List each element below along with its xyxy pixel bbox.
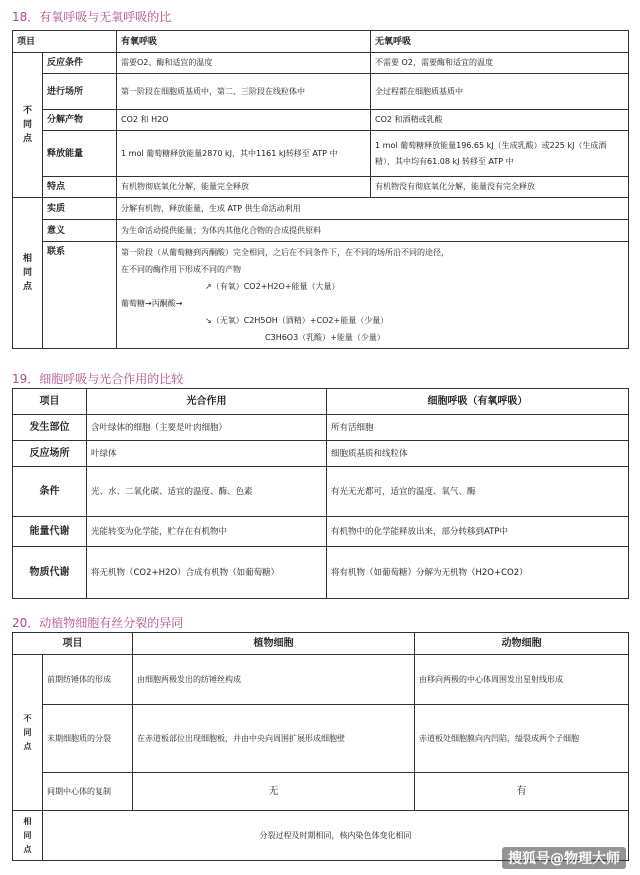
cell-aerobic: 需要O2、酶和适宜的温度 xyxy=(117,53,371,74)
header-photosynthesis: 光合作用 xyxy=(87,389,327,415)
cell-aerobic: 第一阶段在细胞质基质中，第二、三阶段在线粒体中 xyxy=(117,74,371,110)
row-key: 释放能量 xyxy=(43,131,117,177)
table-aerobic-anaerobic xyxy=(12,30,629,349)
row-key: 能量代谢 xyxy=(13,517,87,547)
link-line: 葡萄糖→丙酮酸→ xyxy=(121,299,183,308)
row-key: 特点 xyxy=(43,177,117,198)
cell-respiration: 所有活细胞 xyxy=(327,415,629,441)
cell-animal: 赤道板处细胞膜向内凹陷，缢裂成两个子细胞 xyxy=(415,705,629,773)
cell-anaerobic: 有机物没有彻底氧化分解，能量没有完全释放 xyxy=(371,177,629,198)
group-same: 相 同 点 xyxy=(13,811,43,861)
cell-photosynthesis: 含叶绿体的细胞（主要是叶肉细胞） xyxy=(87,415,327,441)
section-20-title: 20．动植物细胞有丝分裂的异同 xyxy=(12,616,184,630)
header-item: 项目 xyxy=(13,31,117,53)
row-key-link: 联系 xyxy=(43,242,117,349)
cell-photosynthesis: 光、水、二氧化碳、适宜的温度、酶、色素 xyxy=(87,467,327,517)
cell-anaerobic: 全过程都在细胞质基质中 xyxy=(371,74,629,110)
row-key: 实质 xyxy=(43,198,117,220)
cell-animal: 由移向两极的中心体周围发出星射线形成 xyxy=(415,655,629,705)
cell-same: 分解有机物，释放能量，生成 ATP 供生命活动利用 xyxy=(117,198,629,220)
header-aerobic: 有氧呼吸 xyxy=(117,31,371,53)
row-key: 间期中心体的复制 xyxy=(43,773,133,811)
cell-anaerobic: 不需要 O2，需要酶和适宜的温度 xyxy=(371,53,629,74)
row-key: 意义 xyxy=(43,220,117,242)
cell-plant: 无 xyxy=(133,773,415,811)
cell-photosynthesis: 叶绿体 xyxy=(87,441,327,467)
header-anaerobic: 无氧呼吸 xyxy=(371,31,629,53)
cell-same: 分裂过程及时期相同，核内染色体变化相同 xyxy=(43,811,629,861)
cell-anaerobic: 1 mol 葡萄糖释放能量196.65 kJ（生成乳酸）或225 kJ（生成酒精），其中均有61.08 kJ 转移至 ATP 中 xyxy=(371,131,629,177)
row-key: 分解产物 xyxy=(43,110,117,131)
row-key: 条件 xyxy=(13,467,87,517)
cell-anaerobic: CO2 和酒精或乳酸 xyxy=(371,110,629,131)
group-same: 相 同 点 xyxy=(13,198,43,349)
cell-plant: 由细胞两极发出的纺锤丝构成 xyxy=(133,655,415,705)
watermark: 搜狐号@物理大师 xyxy=(502,847,626,869)
row-key: 反应场所 xyxy=(13,441,87,467)
cell-same: 为生命活动提供能量；为体内其他化合物的合成提供原料 xyxy=(117,220,629,242)
cell-animal: 有 xyxy=(415,773,629,811)
cell-respiration: 有光无光都可，适宜的温度、氧气、酶 xyxy=(327,467,629,517)
cell-aerobic: 1 mol 葡萄糖释放能量2870 kJ，其中1161 kJ转移至 ATP 中 xyxy=(117,131,371,177)
cell-aerobic: 有机物彻底氧化分解，能量完全释放 xyxy=(117,177,371,198)
link-line: ↗（有氧）CO2+H2O+能量（大量） xyxy=(205,282,340,291)
cell-link xyxy=(117,242,629,349)
table-mitosis-plant-animal xyxy=(12,632,629,861)
row-key: 进行场所 xyxy=(43,74,117,110)
row-key: 物质代谢 xyxy=(13,547,87,599)
row-key: 前期纺锤体的形成 xyxy=(43,655,133,705)
link-line: 在不同的酶作用下形成不同的产物 xyxy=(121,265,242,274)
cell-photosynthesis: 光能转变为化学能，贮存在有机物中 xyxy=(87,517,327,547)
row-key: 反应条件 xyxy=(43,53,117,74)
row-key: 发生部位 xyxy=(13,415,87,441)
header-item: 项目 xyxy=(13,633,133,655)
cell-respiration: 有机物中的化学能释放出来，部分转移到ATP中 xyxy=(327,517,629,547)
section-18-title: 18．有氧呼吸与无氧呼吸的比 xyxy=(12,10,172,24)
cell-respiration: 细胞质基质和线粒体 xyxy=(327,441,629,467)
header-item: 项目 xyxy=(13,389,87,415)
header-plant: 植物细胞 xyxy=(133,633,415,655)
group-different: 不 同 点 xyxy=(13,53,43,198)
cell-respiration: 将有机物（如葡萄糖）分解为无机物（H2O+CO2） xyxy=(327,547,629,599)
link-line: 第一阶段（从葡萄糖到丙酮酸）完全相同，之后在不同条件下，在不同的场所沿不同的途径， xyxy=(121,248,450,257)
cell-aerobic: CO2 和 H2O xyxy=(117,110,371,131)
cell-plant: 在赤道板部位出现细胞板，并由中央向周围扩展形成细胞壁 xyxy=(133,705,415,773)
link-line: C3H6O3（乳酸）+能量（少量） xyxy=(265,333,385,342)
section-19-title: 19．细胞呼吸与光合作用的比较 xyxy=(12,372,184,386)
row-key: 末期细胞质的分裂 xyxy=(43,705,133,773)
cell-photosynthesis: 将无机物（CO2+H2O）合成有机物（如葡萄糖） xyxy=(87,547,327,599)
header-respiration: 细胞呼吸（有氧呼吸） xyxy=(327,389,629,415)
header-animal: 动物细胞 xyxy=(415,633,629,655)
group-different: 不 同 点 xyxy=(13,655,43,811)
link-line: ↘（无氧）C2H5OH（酒精）+CO2+能量（少量） xyxy=(205,316,389,325)
table-photosynthesis-respiration xyxy=(12,388,629,599)
